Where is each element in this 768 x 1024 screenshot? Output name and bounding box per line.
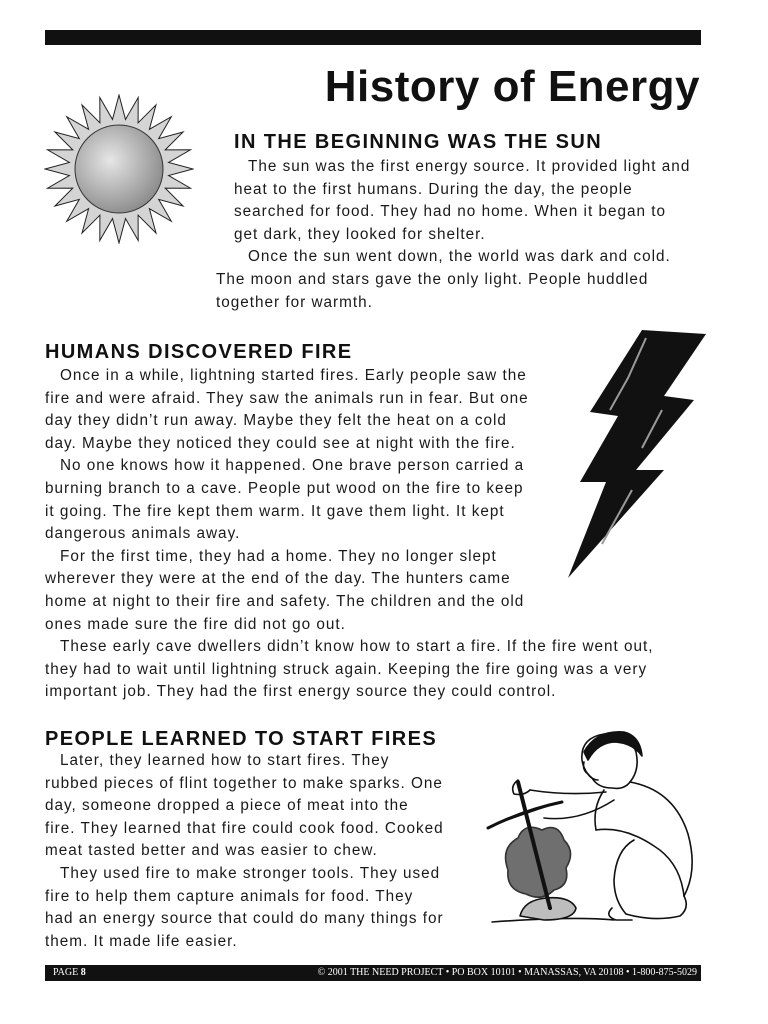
text-line: get dark, they looked for shelter. (234, 225, 486, 243)
section-heading-start-fires: PEOPLE LEARNED TO START FIRES (45, 728, 438, 750)
text-line: meat tasted better and was easier to chew. (45, 842, 378, 860)
text-line: Later, they learned how to start fires. They (60, 752, 390, 769)
text-line: dangerous animals away. (45, 525, 241, 543)
text-line: day they didn’t run away. Maybe they felt the heat on a cold (45, 412, 507, 430)
section-heading-sun: IN THE BEGINNING WAS THE SUN (234, 131, 603, 153)
text-line: heat to the first humans. During the day, the people (234, 180, 633, 198)
page-number (53, 967, 86, 978)
caveman-foot (626, 896, 686, 919)
text-line: day. Maybe they noticed they could see at night with the fire. (45, 434, 516, 452)
lightning-bolt (568, 330, 706, 578)
caveman-back (630, 782, 692, 896)
text-line: it going. The fire kept them warm. It gave them light. It kept (45, 502, 505, 520)
section-heading-fire: HUMANS DISCOVERED FIRE (45, 341, 353, 363)
footer-bar (45, 965, 701, 981)
bow-string (490, 804, 554, 826)
section-body-start-fires (45, 750, 444, 953)
top-rule (45, 30, 701, 45)
text-line: day, someone dropped a piece of meat into the (45, 797, 409, 815)
text-line: them. It made life easier. (45, 932, 238, 950)
text-line: The moon and stars gave the only light. People huddled (216, 270, 649, 288)
caveman-thigh (596, 829, 684, 896)
lightning-bolt-illustration (562, 330, 708, 580)
sun-disc (75, 125, 163, 213)
text-line: fire to help them capture animals for food. They (45, 887, 414, 905)
text-line: had an energy source that could do many things for (45, 910, 444, 928)
page-label: PAGE (53, 967, 79, 978)
text-line: The sun was the first energy source. It provided light and (248, 158, 691, 175)
text-line: rubbed pieces of flint together to make sparks. One (45, 774, 443, 792)
text-line: No one knows how it happened. One brave person carried a (60, 457, 525, 475)
text-line: they had to wait until lightning struck again. Keeping the fire going was a very (45, 660, 648, 678)
page-number-value: 8 (80, 967, 86, 978)
text-line: home at night to their fire and safety. The children and the old (45, 592, 525, 610)
text-line: These early cave dwellers didn’t know how to start a fire. If the fire went out, (60, 638, 654, 656)
text-line: wherever they were at the end of the day. The hunters came (45, 570, 511, 588)
text-line: burning branch to a cave. People put wood on the fire to keep (45, 479, 524, 497)
text-line: together for warmth. (216, 293, 373, 311)
page-title: History of Energy (324, 62, 700, 111)
text-line: They used fire to make stronger tools. They used (60, 864, 441, 882)
text-line: For the first time, they had a home. They no longer slept (60, 547, 497, 565)
text-line: Once in a while, lightning started fires. Early people saw the (60, 367, 527, 384)
text-line: ones made sure the fire did not go out. (45, 615, 346, 633)
sun-illustration (44, 94, 194, 244)
section-body-sun (216, 156, 690, 314)
caveman-arm-upper (530, 790, 606, 794)
text-line: Once the sun went down, the world was dark and cold. (248, 248, 671, 266)
caveman-fire-drill-illustration (484, 730, 709, 930)
text-line: searched for food. They had no home. When it began to (234, 203, 666, 221)
text-line: important job. They had the first energy source they could control. (45, 683, 557, 701)
text-line: fire and were afraid. They saw the animals run in fear. But one (45, 389, 529, 407)
caveman-shin (614, 840, 634, 914)
footer-credit: © 2001 THE NEED PROJECT • PO BOX 10101 • MANASSAS, VA 20108 • 1-800-875-5029 (317, 967, 697, 978)
text-line: fire. They learned that fire could cook food. Cooked (45, 819, 444, 837)
